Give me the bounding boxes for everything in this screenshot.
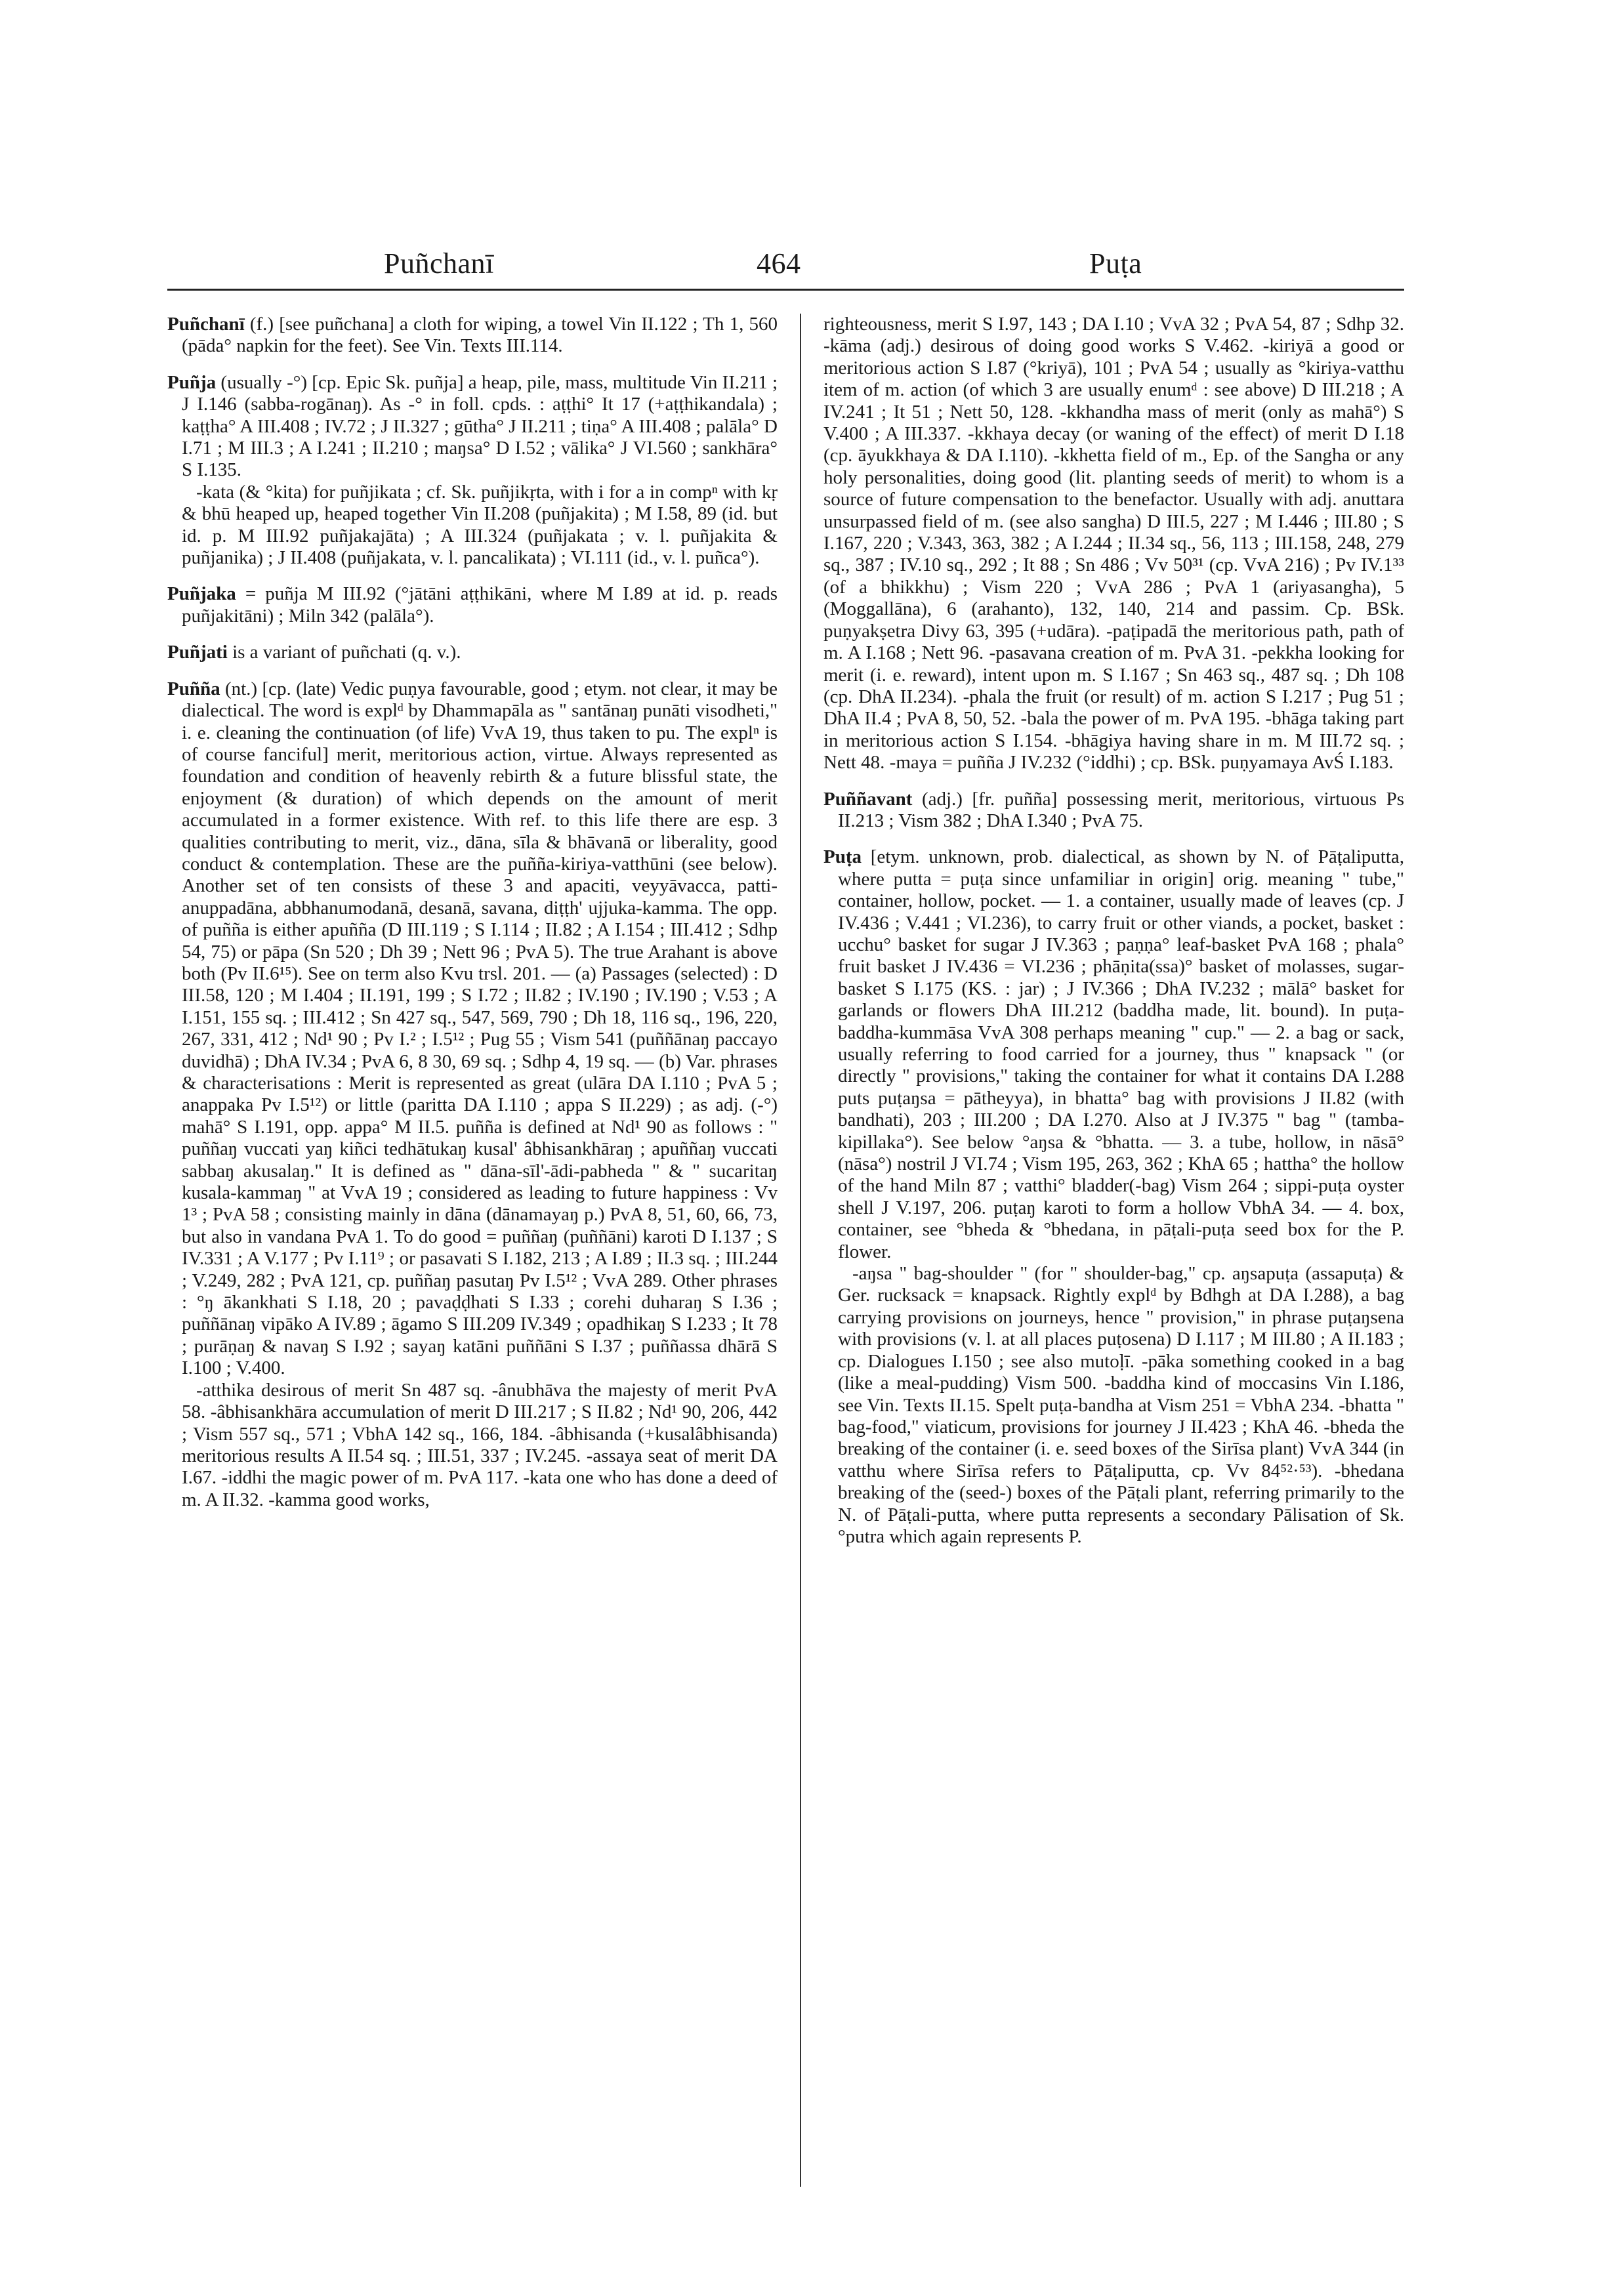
entry-text: (nt.) [cp. (late) Vedic puṇya favourable, good ; etym. not clear, it may be dialectical. The word is explᵈ by Dhammapāla as " santānaŋ punāti visodheti," i. e. cleaning the continuation (of life) VvA 19, thus taken to pu. The explⁿ is of course fanciful] merit, meritorious action, virtue. Always represented as foundation and condition of heavenly rebirth & a future blissful state, the enjoyment (& duration) of which depends on the amount of merit accumulated in a former existence. With ref. to this life there are esp. 3 qualities contributing to merit, viz., dāna, sīla & bhāvanā or liberality, good conduct & contemplation. These are the puñña-kiriya-vatthūni (see below). Another set of ten consists of these 3 and apaciti, veyyāvacca, patti-anuppadāna, abbhanumodanā, desanā, savana, diṭṭh' ujjuka-kamma. The opp. of puñña is either apuñña (D III.119 ; S I.114 ; II.82 ; A I.154 ; III.412 ; Sdhp 54, 75) or pāpa (Sn 520 ; Dh 39 ; Nett 96 ; PvA 5). The true Arahant is above both (Pv II.6¹⁵). See on term also Kvu trsl. 201. — (a) Passages (selected) : D III.58, 120 ; M I.404 ; II.191, 199 ; S I.72 ; II.82 ; IV.190 ; IV.190 ; V.53 ; A I.151, 155 sq. ; III.412 ; Sn 427 sq., 547, 569, 790 ; Dh 18, 116 sq., 196, 220, 267, 331, 412 ; Nd¹ 90 ; Pv I.² ; I.5¹² ; Pug 55 ; Vism 541 (puññānaŋ paccayo duvidhā) ; DhA IV.34 ; PvA 6, 8 30, 69 sq. ; Sdhp 4, 19 sq. — (b) Var. phrases & characterisations : Merit is represented as great (ulāra DA I.110 ; PvA 5 ; anappaka Pv I.5¹²) or little (paritta DA I.110 ; appa S II.229) ; as adj. (-°) mahā° S I.191, opp. appa° M II.5. puñña is defined at Nd¹ 90 as follows : " puññaŋ vuccati yaŋ kiñci tedhātukaŋ kusal' âbhisankhāraŋ ; apuññaŋ vuccati sabbaŋ akusalaŋ." It is defined as " dāna-sīl'-ādi-pabheda " & " sucaritaŋ kusala-kammaŋ " at VvA 19 ; considered as leading to future happiness : Vv 1³ ; PvA 58 ; consisting mainly in dāna (dānamayaŋ p.) PvA 8, 51, 60, 66, 73, but also in vandana PvA 1. To do good = puññaŋ (puññāni) karoti D I.137 ; S IV.331 ; A V.177 ; Pv I.11⁹ ; or pasavati S I.182, 213 ; A I.89 ; II.3 sq. ; III.244 ; V.249, 282 ; PvA 121, cp. puññaŋ pasutaŋ Pv I.5¹² ; VvA 289. Other phrases : °ŋ ākankhati S I.18, 20 ; pavaḍḍhati S I.33 ; corehi duharaŋ S I.36 ; puññānaŋ vipāko A IV.89 ; āgamo S III.209 IV.349 ; opadhikaŋ S I.233 ; It 78 ; purāṇaŋ & navaŋ S I.92 ; sayaŋ katāni puññāni S I.37 ; puññassa dhārā S I.100 ; V.400. [182,678,778,1379]
headword: Puñjati [167,642,228,663]
header-right-catchword: Puṭa [1089,247,1142,279]
entry-compounds: -atthika desirous of merit Sn 487 sq. -ânubhāva the majesty of merit PvA 58. -âbhisankhāra accumulation of merit D III.217 ; S II.82 ; Nd¹ 90, 206, 442 ; Vism 557 sq., 571 ; VbhA 142 sq., 166, 184. -âbhisanda (+kusalâbhisanda) meritorious results A II.54 sq. ; III.51, 337 ; IV.245. -assaya seat of merit DA I.67. -iddhi the magic power of m. PvA 117. -kata one who has done a deed of m. A II.32. -kamma good works, [182,1379,778,1510]
entry-punja [167,372,778,569]
entry-punjaka [167,583,778,627]
headword: Puñjaka [167,583,236,605]
page-number: 464 [757,247,801,279]
headword: Puñña [167,678,220,699]
entry-puta [823,846,1404,1548]
headword: Puñchanī [167,314,245,335]
entry-text: [etym. unknown, prob. dialectical, as shown by N. of Pāṭaliputta, where putta = puṭa since unfamiliar in origin] orig. meaning " tube," container, hollow, pocket. — 1. a container, usually made of leaves (cp. J IV.436 ; V.441 ; VI.236), to carry fruit or other viands, a pocket, basket : ucchu° basket for sugar J IV.363 ; paṇṇa° leaf-basket PvA 168 ; phala° fruit basket J IV.436 = VI.236 ; phāṇita(ssa)° basket of molasses, sugar-basket S I.175 (KS. : jar) ; J IV.366 ; DhA IV.232 ; mālā° basket for garlands or flowers DhA III.212 (baddha made, lit. bound). In puṭa-baddha-kummāsa VvA 308 perhaps meaning " cup." — 2. a bag or sack, usually referring to food carried for a journey, thus " knapsack " (or directly " provisions," taking the container for what it contains DA I.288 puts puṭaŋsa = pātheyya), in bhatta° bag with provisions J II.82 (with bandhati), 203 ; III.200 ; DA I.270. Also at J IV.375 " bag " (tamba-kipillaka°). See below °aŋsa & °bhatta. — 3. a tube, hollow, in nāsā° (nāsa°) nostril J VI.74 ; Vism 195, 263, 362 ; KhA 65 ; hattha° the hollow of the hand Miln 87 ; vatthi° bladder(-bag) Vism 264 ; sippi-puṭa oyster shell J V.197, 206. puṭaŋ karoti to form a hollow VbhA 34. — 4. box, container, see °bheda & °bhedana, in pāṭali-puṭa seed box for the P. flower. [838,846,1404,1262]
headword: Puṭa [823,846,862,868]
entry-text: is a variant of puñchati (q. v.). [227,642,461,663]
entry-compounds: -aŋsa " bag-shoulder " (for " shoulder-bag," cp. aŋsapuṭa (assapuṭa) & Ger. rucksack = knapsack. Rightly explᵈ by Bdhgh at DA I.288), a bag carrying provisions on journeys, hence " provision," in phrase puṭaŋsena with provisions (v. l. at all places puṭosena) D I.117 ; M III.80 ; A II.183 ; cp. Dialogues I.150 ; see also mutoḷī. -pāka something cooked in a bag (like a meal-pudding) Vism 500. -baddha kind of moccasins Vin I.186, see Vin. Texts II.15. Spelt puṭa-bandha at Vism 251 = VbhA 234. -bhatta " bag-food," viaticum, provisions for journey J II.423 ; KhA 46. -bheda the breaking of the container (i. e. seed boxes of the Sirīsa plant) VvA 344 (in vatthu where Sirīsa refers to Pāṭaliputta, cp. Vv 84⁵²·⁵³). -bhedana breaking of the (seed-) boxes of the Pāṭali plant, referring primarily to the N. of Pāṭali-putta, where putta represents a secondary Pālisation of Sk. °putra which again represents P. [838,1263,1404,1547]
entry-compounds: -kata (& °kita) for puñjikata ; cf. Sk. puñjikṛta, with i for a in compⁿ with kṛ & bhū heaped up, heaped together Vin II.208 (puñjakita) ; M I.58, 89 (id. but id. p. M III.92 puñjakajāta) ; A III.324 (puñjakata ; v. l. puñjakita & puñjanika) ; J II.408 (puñjakata, v. l. pancalikata) ; VI.111 (id., v. l. puñca°). [182,481,778,569]
entry-text: righteousness, merit S I.97, 143 ; DA I.10 ; VvA 32 ; PvA 54, 87 ; Sdhp 32. -kāma (adj.) desirous of doing good works S V.462. -kiriyā a good or meritorious action S I.87 (°kriyā), 101 ; PvA 54 ; usually as °kiriya-vatthu item of m. action (of which 3 are usually enumᵈ : see above) D III.218 ; A IV.241 ; It 51 ; Nett 50, 128. -kkhandha mass of merit (only as mahā°) S V.400 ; A III.337. -kkhaya decay (or waning of the effect) of merit D I.18 (cp. āyukkhaya & DA I.110). -kkhetta field of m., Ep. of the Sangha or any holy personalities, doing good (lit. planting seeds of merit) to whom is a source of future compensation to the benefactor. Usually with adj. anuttara unsurpassed field of m. (see also sangha) D III.5, 227 ; M I.446 ; III.80 ; S I.167, 220 ; V.343, 363, 382 ; A I.244 ; II.34 sq., 56, 113 ; III.158, 248, 279 sq., 387 ; IV.10 sq., 292 ; It 88 ; Sn 486 ; Vv 50³¹ (cp. VvA 216) ; Pv IV.1³³ (of a bhikkhu) ; Vism 220 ; VvA 286 ; PvA 1 (ariyasangha), 5 (Moggallāna), 6 (arahanto), 132, 140, 214 and passim. Cp. BSk. puṇyakṣetra Divy 63, 395 (+udāra). -paṭipadā the meritorious path, path of m. A I.168 ; Nett 96. -pasavana creation of m. PvA 31. -pekkha looking for merit (i. e. reward), intent upon m. S I.167 ; Sn 463 sq., 487 sq. ; Dh 108 (cp. DhA II.234). -phala the fruit (or result) of m. action S I.217 ; Pug 51 ; DhA II.4 ; PvA 8, 50, 52. -bala the power of m. PvA 195. -bhāga taking part in meritorious action S I.154. -bhāgiya having share in m. M III.72 sq. ; Nett 48. -maya = puñña J IV.232 (°iddhi) ; cp. BSk. puṇyamaya AvŚ I.183. [823,314,1404,774]
entry-text: = puñja M III.92 (°jātāni aṭṭhikāni, where M I.89 at id. p. reads puñjakitāni) ; Miln 342 (palāla°). [182,583,778,627]
headword: Puññavant [823,788,913,810]
entry-text: (f.) [see puñchana] a cloth for wiping, a towel Vin II.122 ; Th 1, 560 (pāda° napkin for the feet). See Vin. Texts III.114. [182,314,778,357]
headword: Puñja [167,371,217,393]
header-left-catchword: Puñchanī [384,247,494,279]
column-rule [800,314,801,2187]
entry-punjati [167,642,778,663]
header-rule [167,289,1404,291]
entry-text: (adj.) [fr. puñña] possessing merit, meritorious, virtuous Ps II.213 ; Vism 382 ; DhA I.340 ; PvA 75. [838,788,1404,831]
entry-punnavant [823,789,1404,833]
right-column [823,314,1404,1562]
entry-punna-continued [823,314,1404,774]
left-column [167,314,778,1525]
entry-punna [167,678,778,1511]
entry-punchani [167,314,778,358]
entry-text: (usually -°) [cp. Epic Sk. puñja] a heap, pile, mass, multitude Vin II.211 ; J I.146 (sabba-rogānaŋ). As -° in foll. cpds. : aṭṭhi° It 17 (+aṭṭhikandala) ; kaṭṭha° A III.408 ; IV.72 ; J II.327 ; gūtha° J II.211 ; tiṇa° A III.408 ; palāla° D I.71 ; M III.3 ; A I.241 ; II.210 ; maŋsa° D I.52 ; vālika° J VI.560 ; sankhāra° S I.135. [182,371,778,481]
